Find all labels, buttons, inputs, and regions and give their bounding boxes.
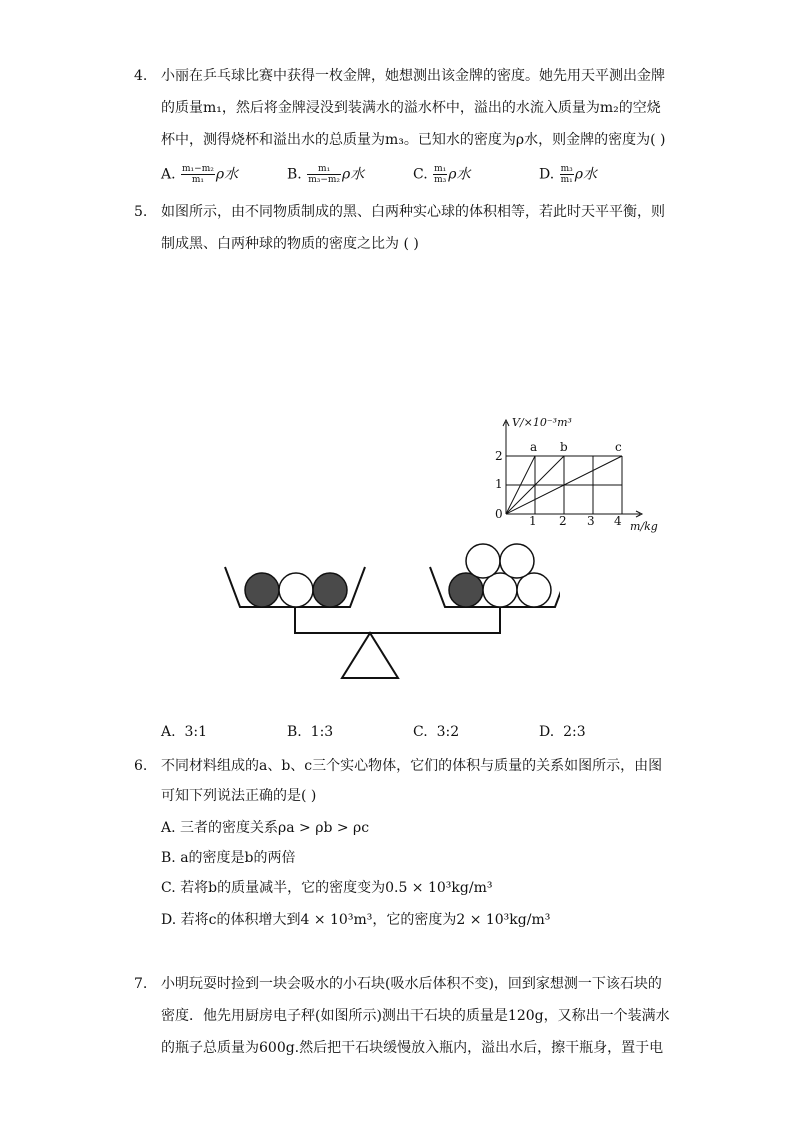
graph-y-label: V/×10⁻³m³ [512, 416, 572, 429]
graph-line-label-b: b [560, 440, 568, 454]
q4-option-a[interactable]: A. $\frac{\text{m₁−m₂}}{\text{m₁}}$ ρ水 [161, 164, 239, 185]
q6-line-1: 不同材料组成的a、b、c三个实心物体，它们的体积与质量的关系如图所示，由图 [161, 758, 663, 774]
q4-option-c-fraction: $\frac{\text{m₁}}{\text{m₃}}$ [434, 164, 447, 185]
q4-option-d-fraction: $\frac{\text{m₃}}{\text{m₁}}$ [560, 164, 573, 185]
q4-line-2: 的质量m₁，然后将金牌浸没到装满水的溢水杯中，溢出的水流入质量为m₂的空烧 [161, 100, 661, 116]
left-pan-support [295, 607, 370, 633]
graph-y-tick-1: 1 [495, 477, 503, 491]
right-pan-support [370, 607, 500, 633]
q6-option-a[interactable]: A. 三者的密度关系ρa > ρb > ρc [161, 820, 370, 836]
balance-scale-figure [220, 535, 560, 685]
q4-option-b-fraction: $\frac{\text{m₁}}{\text{m₃−m₂}}$ [308, 164, 341, 185]
q5-option-a[interactable]: A. 3:1 [161, 724, 207, 740]
q6-option-b[interactable]: B. a的密度是b的两倍 [161, 850, 296, 866]
q4-line-1: 小丽在乒乓球比赛中获得一枚金牌，她想测出该金牌的密度。她先用天平测出金牌 [161, 68, 665, 84]
graph-x-tick-4: 4 [614, 514, 622, 528]
q4-option-a-fraction: $\frac{\text{m₁−m₂}}{\text{m₁}}$ [182, 164, 214, 185]
graph-x-tick-2: 2 [559, 514, 567, 528]
right-white-ball-3 [466, 544, 500, 578]
q5-option-c[interactable]: C. 3:2 [413, 724, 460, 740]
q7-line-3: 的瓶子总质量为600g.然后把干石块缓慢放入瓶内，溢出水后，擦干瓶身，置于电 [161, 1040, 664, 1056]
left-black-ball-1 [245, 573, 279, 607]
q4-line-3: 杯中，测得烧杯和溢出水的总质量为m₃。已知水的密度为ρ水，则金牌的密度为( ) [161, 132, 666, 148]
volume-mass-graph [490, 410, 670, 535]
q4-number: 4. [134, 68, 148, 84]
fulcrum-triangle [342, 633, 398, 678]
right-black-ball [449, 573, 483, 607]
q6-line-2: 可知下列说法正确的是( ) [161, 788, 317, 804]
left-white-ball [279, 573, 313, 607]
q7-line-1: 小明玩耍时捡到一块会吸水的小石块(吸水后体积不变)，回到家想测一下该石块的 [161, 976, 662, 992]
right-white-ball-1 [483, 573, 517, 607]
q6-option-c[interactable]: C. 若将b的质量减半，它的密度变为0.5 × 10³kg/m³ [161, 880, 493, 896]
graph-x-label: m/kg [630, 520, 658, 533]
graph-line-label-c: c [615, 440, 622, 454]
q4-option-c[interactable]: C. $\frac{\text{m₁}}{\text{m₃}}$ ρ水 [413, 164, 471, 185]
q5-number: 5. [134, 204, 148, 220]
q7-line-2: 密度．他先用厨房电子秤(如图所示)测出干石块的质量是120g，又称出一个装满水 [161, 1008, 670, 1024]
left-black-ball-2 [313, 573, 347, 607]
graph-origin: 0 [495, 507, 503, 521]
graph-x-tick-1: 1 [529, 514, 537, 528]
q5-option-d[interactable]: D. 2:3 [539, 724, 586, 740]
graph-line-label-a: a [530, 440, 538, 454]
q5-line-2: 制成黑、白两种球的物质的密度之比为 ( ) [161, 236, 419, 252]
graph-x-tick-3: 3 [587, 514, 595, 528]
q5-option-b[interactable]: B. 1:3 [287, 724, 334, 740]
q5-line-1: 如图所示，由不同物质制成的黑、白两种实心球的体积相等，若此时天平平衡，则 [161, 204, 665, 220]
q6-number: 6. [134, 758, 148, 774]
q7-number: 7. [134, 976, 148, 992]
q4-option-d[interactable]: D. $\frac{\text{m₃}}{\text{m₁}}$ ρ水 [539, 164, 598, 185]
right-white-ball-2 [517, 573, 551, 607]
right-white-ball-4 [500, 544, 534, 578]
q4-option-b[interactable]: B. $\frac{\text{m₁}}{\text{m₃−m₂}}$ ρ水 [287, 164, 365, 185]
q6-option-d[interactable]: D. 若将c的体积增大到4 × 10³m³，它的密度为2 × 10³kg/m³ [161, 912, 551, 928]
graph-y-tick-2: 2 [495, 449, 503, 463]
